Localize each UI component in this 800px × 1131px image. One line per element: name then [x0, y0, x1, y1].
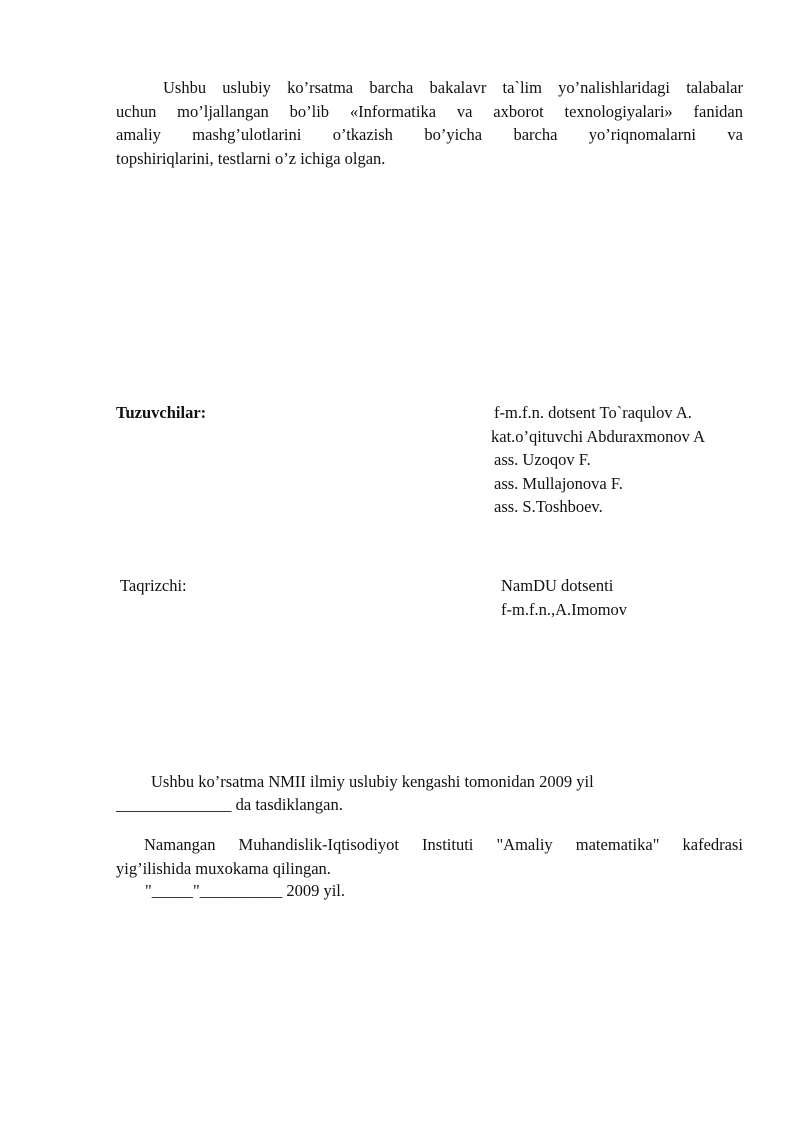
author-name: kat.o’qituvchi Abduraxmonov A — [491, 426, 706, 446]
intro-line: amaliy mashg’ulotlarini o’tkazish bo’yicha barcha yo’riqnomalarni va — [116, 125, 743, 144]
reviewer-info — [501, 574, 627, 621]
discussion-line: Namangan Muhandislik-Iqtisodiyot Instituti "Amaliy matematika" kafedrasi — [144, 835, 743, 854]
author-name: f-m.f.n. dotsent To`raqulov A. — [494, 403, 692, 422]
discussion-line: yig’ilishida muxokama qilingan. — [116, 858, 331, 878]
reviewer-label: Taqrizchi: — [120, 576, 187, 595]
approval-line: ______________ da tasdiklangan. — [116, 795, 343, 814]
discussion-paragraph — [116, 833, 743, 880]
author-name: ass. Uzoqov F. — [494, 450, 591, 469]
discussion-date-line: "_____"__________ 2009 yil. — [145, 881, 346, 900]
intro-line: Ushbu uslubiy ko’rsatma barcha bakalavr ta`lim yo’nalishlaridagi talabalar — [163, 78, 743, 97]
reviewer-line: NamDU dotsenti — [501, 576, 614, 595]
authors-list — [491, 401, 706, 519]
intro-line: topshiriqlarini, testlarni o’z ichiga olgan. — [116, 148, 386, 168]
intro-paragraph — [116, 76, 743, 170]
author-name: ass. S.Toshboev. — [494, 497, 603, 516]
authors-label: Tuzuvchilar: — [116, 403, 207, 422]
reviewer-line: f-m.f.n.,A.Imomov — [501, 599, 628, 619]
author-name: ass. Mullajonova F. — [494, 473, 623, 493]
intro-line: uchun mo’ljallangan bo’lib «Informatika va axborot texnologiyalari» fanidan — [116, 101, 743, 121]
approval-line: Ushbu ko’rsatma NMII ilmiy uslubiy kengashi tomonidan 2009 yil — [151, 772, 594, 791]
